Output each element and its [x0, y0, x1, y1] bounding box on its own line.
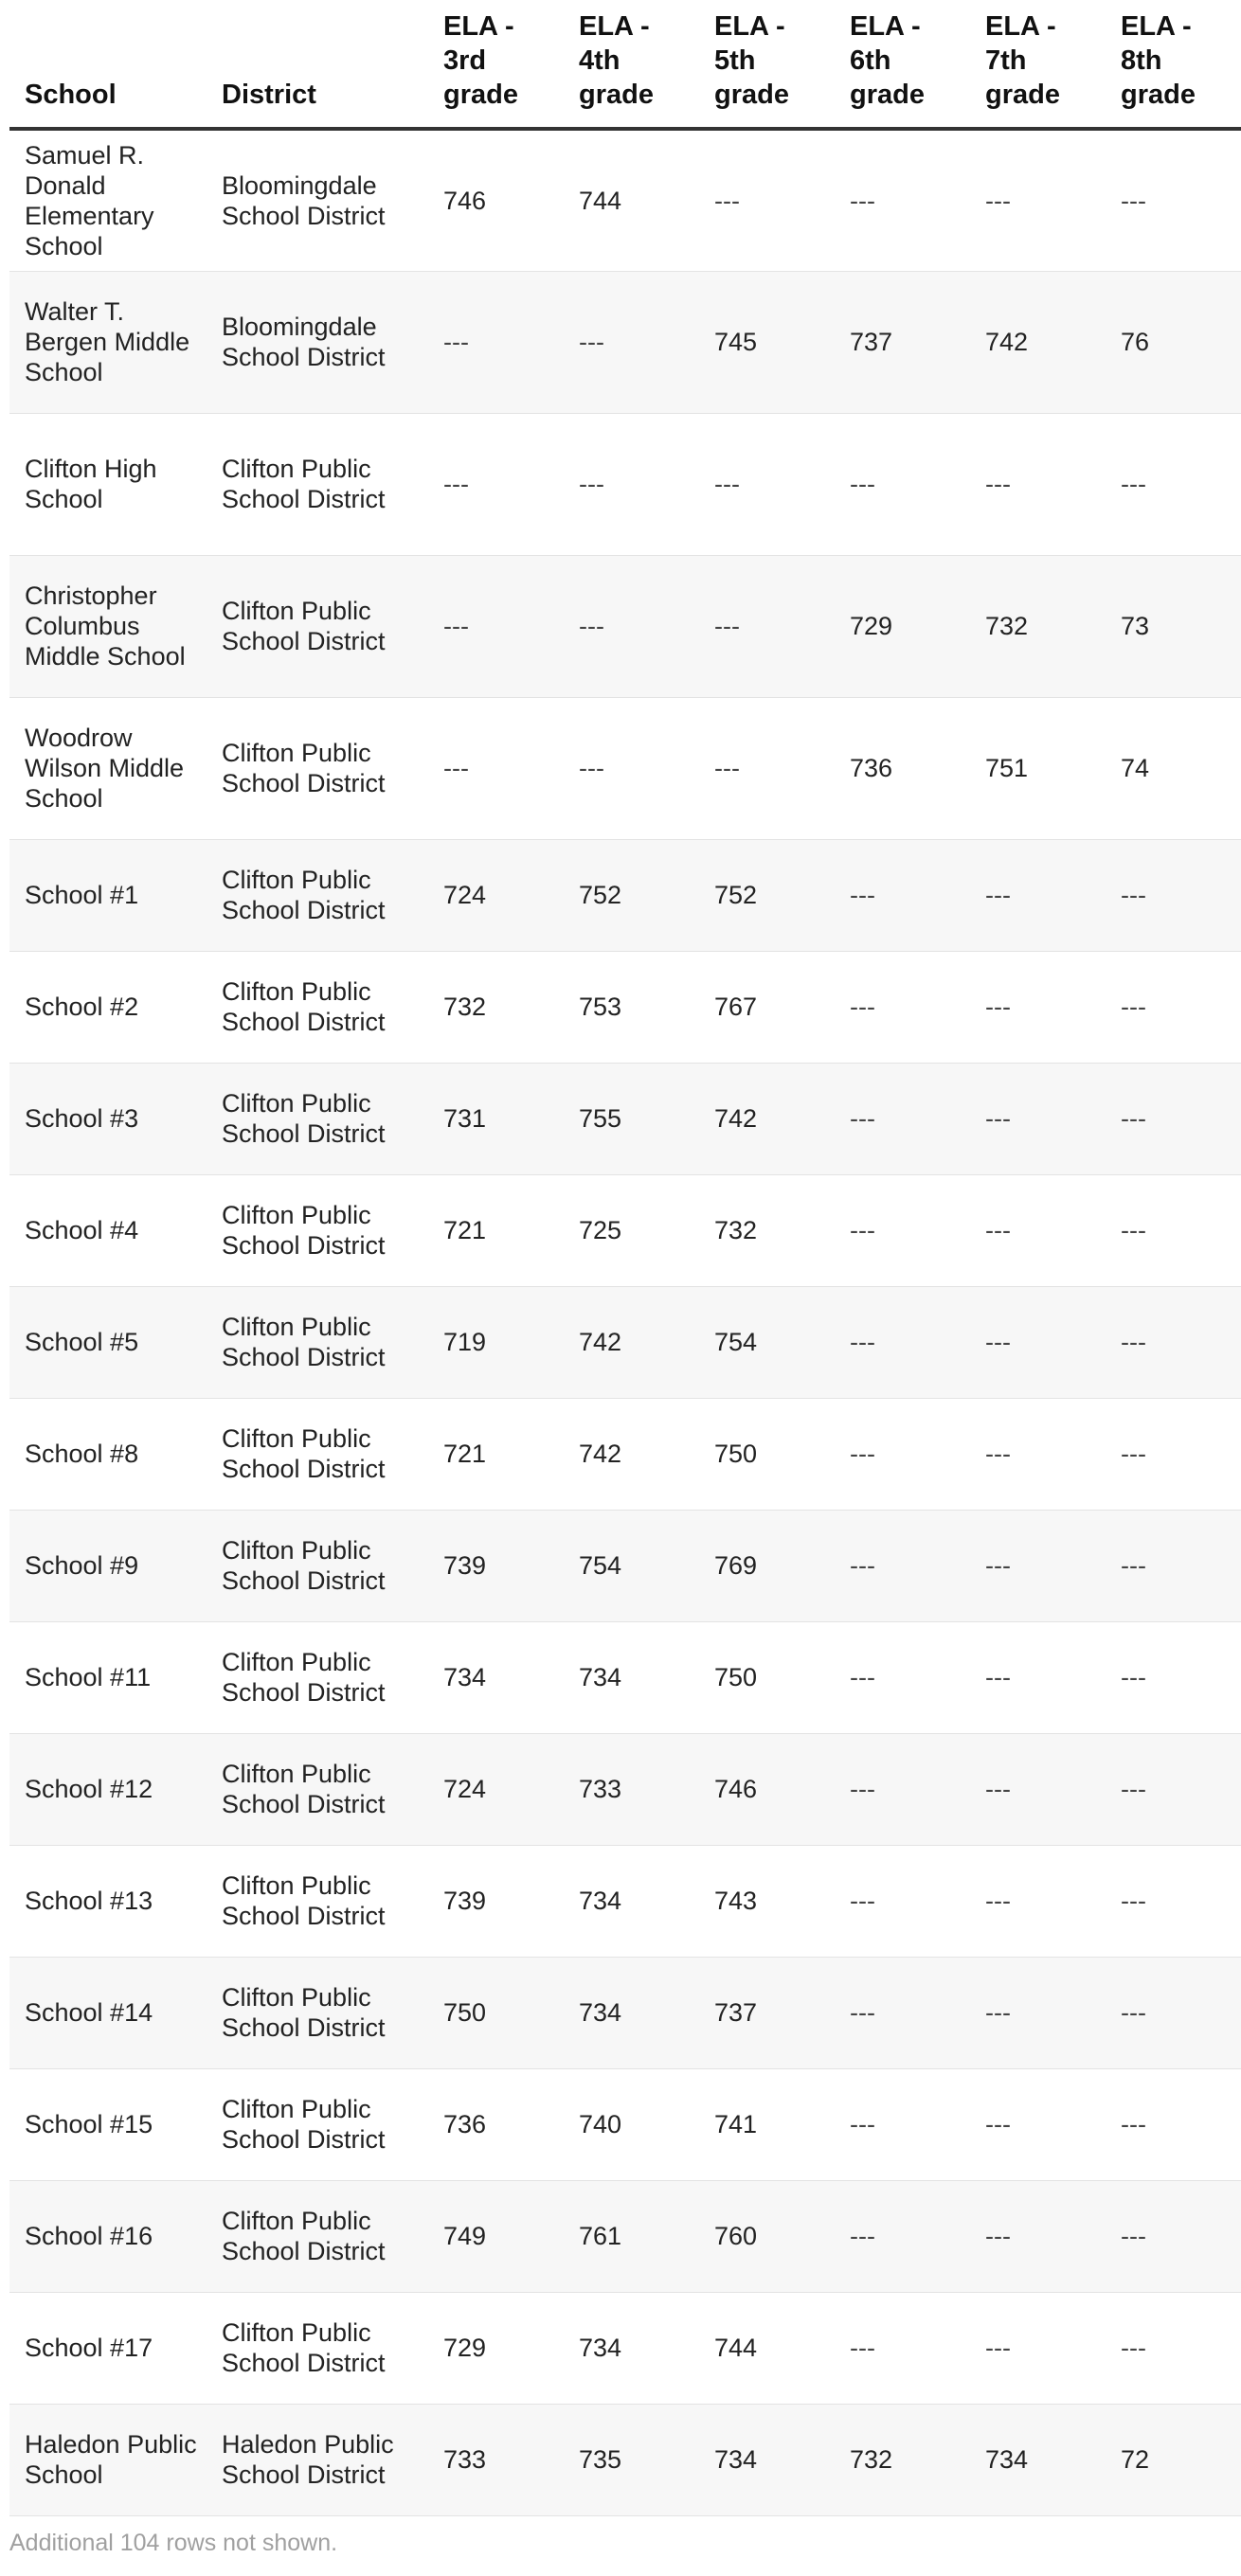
cell-ela-4th-grade: 734 — [564, 1621, 699, 1733]
cell-ela-4th-grade: 742 — [564, 1286, 699, 1398]
cell-ela-4th-grade: 742 — [564, 1398, 699, 1510]
table-container[interactable] — [9, 0, 1196, 2529]
cell-ela-8th-grade: 73 — [1106, 555, 1241, 697]
cell-school: Walter T. Bergen Middle School — [9, 271, 207, 413]
cell-ela-4th-grade: 734 — [564, 1957, 699, 2068]
cell-district: Clifton Public School District — [207, 555, 428, 697]
cell-ela-6th-grade: 737 — [835, 271, 970, 413]
cell-ela-6th-grade: 736 — [835, 697, 970, 839]
cell-ela-5th-grade: 737 — [699, 1957, 835, 2068]
cell-district: Clifton Public School District — [207, 1286, 428, 1398]
school-scores-table — [9, 0, 1241, 2516]
cell-ela-8th-grade: --- — [1106, 129, 1241, 271]
cell-ela-3rd-grade: --- — [428, 697, 564, 839]
cell-ela-6th-grade: --- — [835, 951, 970, 1063]
cell-ela-4th-grade: 733 — [564, 1733, 699, 1845]
cell-ela-7th-grade: --- — [970, 1510, 1106, 1621]
table-body — [9, 129, 1241, 2515]
cell-ela-7th-grade: --- — [970, 1286, 1106, 1398]
rows-not-shown-note: Additional 104 rows not shown. — [9, 2530, 338, 2556]
cell-ela-3rd-grade: 739 — [428, 1845, 564, 1957]
cell-ela-4th-grade: --- — [564, 413, 699, 555]
cell-ela-3rd-grade: --- — [428, 413, 564, 555]
table-row — [9, 839, 1241, 951]
cell-ela-6th-grade: --- — [835, 1286, 970, 1398]
cell-district: Clifton Public School District — [207, 1957, 428, 2068]
column-header-ela-8th-grade[interactable]: ELA - 8th grade — [1106, 0, 1241, 129]
cell-school: Haledon Public School — [9, 2404, 207, 2515]
cell-ela-6th-grade: 729 — [835, 555, 970, 697]
cell-ela-3rd-grade: 719 — [428, 1286, 564, 1398]
cell-ela-7th-grade: 742 — [970, 271, 1106, 413]
cell-ela-4th-grade: 755 — [564, 1063, 699, 1174]
cell-school: School #12 — [9, 1733, 207, 1845]
header-row — [9, 0, 1241, 129]
cell-school: School #8 — [9, 1398, 207, 1510]
cell-ela-4th-grade: 735 — [564, 2404, 699, 2515]
cell-ela-8th-grade: --- — [1106, 1510, 1241, 1621]
cell-ela-8th-grade: --- — [1106, 1286, 1241, 1398]
cell-school: School #14 — [9, 1957, 207, 2068]
cell-school: School #15 — [9, 2068, 207, 2180]
cell-school: School #16 — [9, 2180, 207, 2292]
cell-ela-8th-grade: 74 — [1106, 697, 1241, 839]
cell-ela-6th-grade: --- — [835, 1733, 970, 1845]
table-row — [9, 271, 1241, 413]
cell-ela-7th-grade: --- — [970, 2180, 1106, 2292]
cell-school: School #17 — [9, 2292, 207, 2404]
cell-ela-4th-grade: 740 — [564, 2068, 699, 2180]
cell-ela-8th-grade: --- — [1106, 2068, 1241, 2180]
cell-ela-5th-grade: 732 — [699, 1174, 835, 1286]
cell-ela-5th-grade: 767 — [699, 951, 835, 1063]
cell-ela-4th-grade: 752 — [564, 839, 699, 951]
cell-school: Samuel R. Donald Elementary School — [9, 129, 207, 271]
cell-district: Clifton Public School District — [207, 1398, 428, 1510]
cell-ela-5th-grade: 750 — [699, 1398, 835, 1510]
cell-district: Clifton Public School District — [207, 839, 428, 951]
cell-ela-8th-grade: --- — [1106, 1174, 1241, 1286]
cell-ela-5th-grade: --- — [699, 555, 835, 697]
cell-ela-6th-grade: --- — [835, 2292, 970, 2404]
cell-district: Clifton Public School District — [207, 1845, 428, 1957]
cell-ela-4th-grade: 754 — [564, 1510, 699, 1621]
cell-ela-6th-grade: --- — [835, 2180, 970, 2292]
cell-ela-8th-grade: --- — [1106, 1398, 1241, 1510]
table-row — [9, 555, 1241, 697]
column-header-school[interactable]: School — [9, 0, 207, 129]
table-row — [9, 2068, 1241, 2180]
cell-ela-8th-grade: --- — [1106, 2292, 1241, 2404]
cell-ela-4th-grade: 753 — [564, 951, 699, 1063]
cell-ela-3rd-grade: 750 — [428, 1957, 564, 2068]
table-row — [9, 413, 1241, 555]
cell-ela-3rd-grade: 734 — [428, 1621, 564, 1733]
cell-ela-5th-grade: 742 — [699, 1063, 835, 1174]
cell-ela-7th-grade: 734 — [970, 2404, 1106, 2515]
cell-ela-7th-grade: --- — [970, 2068, 1106, 2180]
table-row — [9, 951, 1241, 1063]
cell-ela-8th-grade: --- — [1106, 951, 1241, 1063]
cell-ela-3rd-grade: 736 — [428, 2068, 564, 2180]
cell-district: Clifton Public School District — [207, 2180, 428, 2292]
cell-ela-5th-grade: --- — [699, 129, 835, 271]
cell-ela-3rd-grade: 724 — [428, 1733, 564, 1845]
cell-ela-8th-grade: --- — [1106, 1957, 1241, 2068]
cell-ela-6th-grade: --- — [835, 1398, 970, 1510]
cell-ela-7th-grade: --- — [970, 1733, 1106, 1845]
column-header-ela-3rd-grade[interactable]: ELA - 3rd grade — [428, 0, 564, 129]
cell-school: Woodrow Wilson Middle School — [9, 697, 207, 839]
table-row — [9, 2292, 1241, 2404]
cell-ela-5th-grade: 743 — [699, 1845, 835, 1957]
cell-ela-3rd-grade: 746 — [428, 129, 564, 271]
cell-ela-3rd-grade: 724 — [428, 839, 564, 951]
table-row — [9, 697, 1241, 839]
table-row — [9, 1510, 1241, 1621]
cell-ela-4th-grade: 725 — [564, 1174, 699, 1286]
cell-district: Haledon Public School District — [207, 2404, 428, 2515]
cell-ela-6th-grade: --- — [835, 2068, 970, 2180]
table-row — [9, 1957, 1241, 2068]
cell-ela-8th-grade: --- — [1106, 1621, 1241, 1733]
cell-ela-7th-grade: --- — [970, 1063, 1106, 1174]
cell-school: School #9 — [9, 1510, 207, 1621]
cell-ela-3rd-grade: 749 — [428, 2180, 564, 2292]
table-row — [9, 1286, 1241, 1398]
cell-school: School #3 — [9, 1063, 207, 1174]
cell-ela-5th-grade: --- — [699, 413, 835, 555]
cell-ela-3rd-grade: --- — [428, 271, 564, 413]
cell-ela-7th-grade: --- — [970, 1957, 1106, 2068]
cell-ela-5th-grade: 754 — [699, 1286, 835, 1398]
cell-ela-4th-grade: --- — [564, 555, 699, 697]
cell-school: School #2 — [9, 951, 207, 1063]
cell-ela-4th-grade: 744 — [564, 129, 699, 271]
table-row — [9, 1398, 1241, 1510]
cell-school: Clifton High School — [9, 413, 207, 555]
cell-ela-3rd-grade: 739 — [428, 1510, 564, 1621]
cell-district: Clifton Public School District — [207, 1510, 428, 1621]
cell-ela-8th-grade: --- — [1106, 1063, 1241, 1174]
cell-ela-3rd-grade: 729 — [428, 2292, 564, 2404]
cell-ela-6th-grade: --- — [835, 1957, 970, 2068]
cell-district: Clifton Public School District — [207, 1621, 428, 1733]
cell-ela-7th-grade: --- — [970, 951, 1106, 1063]
table-row — [9, 1621, 1241, 1733]
cell-school: School #13 — [9, 1845, 207, 1957]
cell-ela-5th-grade: 760 — [699, 2180, 835, 2292]
cell-ela-4th-grade: --- — [564, 271, 699, 413]
cell-ela-5th-grade: 744 — [699, 2292, 835, 2404]
cell-district: Clifton Public School District — [207, 1063, 428, 1174]
cell-ela-7th-grade: 732 — [970, 555, 1106, 697]
cell-district: Clifton Public School District — [207, 1733, 428, 1845]
cell-ela-7th-grade: --- — [970, 413, 1106, 555]
cell-ela-8th-grade: 72 — [1106, 2404, 1241, 2515]
cell-ela-6th-grade: --- — [835, 1174, 970, 1286]
cell-district: Bloomingdale School District — [207, 271, 428, 413]
column-header-ela-7th-grade[interactable]: ELA - 7th grade — [970, 0, 1106, 129]
cell-ela-8th-grade: --- — [1106, 1845, 1241, 1957]
cell-ela-8th-grade: --- — [1106, 839, 1241, 951]
cell-district: Clifton Public School District — [207, 413, 428, 555]
cell-ela-7th-grade: 751 — [970, 697, 1106, 839]
column-header-ela-4th-grade[interactable]: ELA - 4th grade — [564, 0, 699, 129]
cell-ela-7th-grade: --- — [970, 129, 1106, 271]
cell-ela-7th-grade: --- — [970, 2292, 1106, 2404]
cell-ela-8th-grade: --- — [1106, 1733, 1241, 1845]
cell-ela-3rd-grade: 732 — [428, 951, 564, 1063]
cell-ela-8th-grade: 76 — [1106, 271, 1241, 413]
cell-ela-6th-grade: --- — [835, 413, 970, 555]
table-row — [9, 1845, 1241, 1957]
table-row — [9, 2180, 1241, 2292]
cell-ela-5th-grade: 752 — [699, 839, 835, 951]
cell-school: School #5 — [9, 1286, 207, 1398]
cell-ela-5th-grade: --- — [699, 697, 835, 839]
table-row — [9, 129, 1241, 271]
cell-ela-4th-grade: 761 — [564, 2180, 699, 2292]
cell-ela-5th-grade: 734 — [699, 2404, 835, 2515]
cell-ela-6th-grade: --- — [835, 129, 970, 271]
cell-ela-7th-grade: --- — [970, 1174, 1106, 1286]
cell-ela-5th-grade: 769 — [699, 1510, 835, 1621]
cell-ela-3rd-grade: 721 — [428, 1398, 564, 1510]
cell-ela-7th-grade: --- — [970, 839, 1106, 951]
cell-ela-3rd-grade: 721 — [428, 1174, 564, 1286]
cell-ela-5th-grade: 745 — [699, 271, 835, 413]
cell-ela-7th-grade: --- — [970, 1398, 1106, 1510]
cell-ela-6th-grade: 732 — [835, 2404, 970, 2515]
cell-district: Clifton Public School District — [207, 2292, 428, 2404]
cell-district: Bloomingdale School District — [207, 129, 428, 271]
table-row — [9, 1733, 1241, 1845]
column-header-district[interactable]: District — [207, 0, 428, 129]
cell-school: School #11 — [9, 1621, 207, 1733]
cell-district: Clifton Public School District — [207, 697, 428, 839]
cell-ela-3rd-grade: 731 — [428, 1063, 564, 1174]
cell-ela-4th-grade: 734 — [564, 2292, 699, 2404]
table-row — [9, 1174, 1241, 1286]
cell-ela-5th-grade: 750 — [699, 1621, 835, 1733]
cell-ela-3rd-grade: --- — [428, 555, 564, 697]
column-header-ela-6th-grade[interactable]: ELA - 6th grade — [835, 0, 970, 129]
cell-ela-6th-grade: --- — [835, 839, 970, 951]
cell-district: Clifton Public School District — [207, 951, 428, 1063]
cell-ela-5th-grade: 746 — [699, 1733, 835, 1845]
cell-district: Clifton Public School District — [207, 1174, 428, 1286]
cell-ela-6th-grade: --- — [835, 1510, 970, 1621]
table-row — [9, 2404, 1241, 2515]
cell-ela-5th-grade: 741 — [699, 2068, 835, 2180]
cell-ela-4th-grade: 734 — [564, 1845, 699, 1957]
column-header-ela-5th-grade[interactable]: ELA - 5th grade — [699, 0, 835, 129]
table-header — [9, 0, 1241, 129]
cell-ela-4th-grade: --- — [564, 697, 699, 839]
cell-school: School #1 — [9, 839, 207, 951]
cell-school: Christopher Columbus Middle School — [9, 555, 207, 697]
cell-ela-8th-grade: --- — [1106, 413, 1241, 555]
cell-ela-8th-grade: --- — [1106, 2180, 1241, 2292]
cell-ela-6th-grade: --- — [835, 1845, 970, 1957]
cell-district: Clifton Public School District — [207, 2068, 428, 2180]
cell-ela-7th-grade: --- — [970, 1845, 1106, 1957]
cell-ela-3rd-grade: 733 — [428, 2404, 564, 2515]
table-row — [9, 1063, 1241, 1174]
cell-ela-6th-grade: --- — [835, 1063, 970, 1174]
cell-school: School #4 — [9, 1174, 207, 1286]
cell-ela-6th-grade: --- — [835, 1621, 970, 1733]
cell-ela-7th-grade: --- — [970, 1621, 1106, 1733]
